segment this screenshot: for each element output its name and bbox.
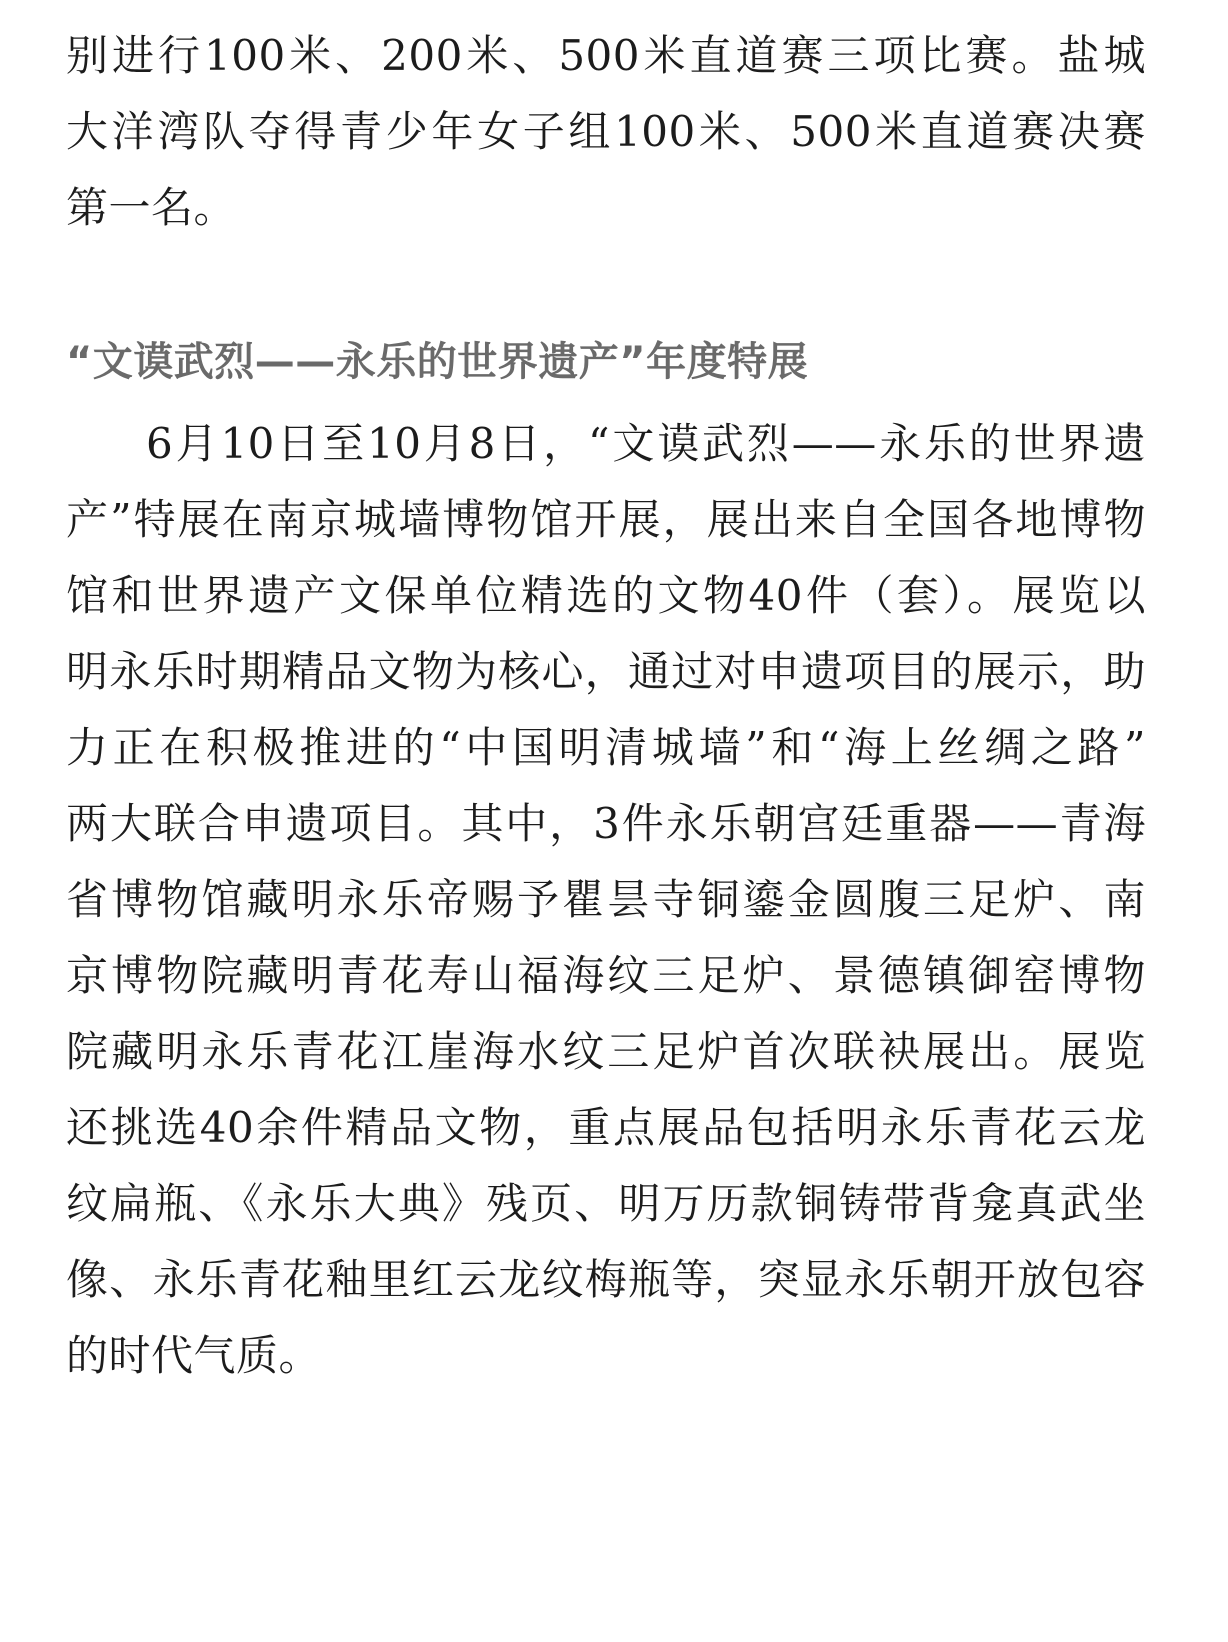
- text-line: 别进行100米、200米、500米直道赛三项比赛。盐城: [66, 31, 1146, 80]
- text-line: 力正在积极推进的“中国明清城墙”和“海上丝绸之路”: [66, 723, 1146, 772]
- text-line: 两大联合申遗项目。其中，3件永乐朝宫廷重器——青海: [66, 799, 1146, 848]
- text-line: 馆和世界遗产文保单位精选的文物40件（套）。展览以: [66, 571, 1146, 620]
- text-line: 的时代气质。: [66, 1331, 322, 1380]
- text-line: 院藏明永乐青花江崖海水纹三足炉首次联袂展出。展览: [66, 1027, 1146, 1076]
- text-line: 产”特展在南京城墙博物馆开展，展出来自全国各地博物: [66, 495, 1146, 544]
- text-line: 还挑选40余件精品文物，重点展品包括明永乐青花云龙: [66, 1103, 1146, 1152]
- paragraph-continued: [66, 18, 1146, 246]
- text-line: 6月10日至10月8日，“文谟武烈——永乐的世界遗: [146, 419, 1146, 468]
- section-paragraph: [66, 406, 1146, 1394]
- text-line: 省博物馆藏明永乐帝赐予瞿昙寺铜鎏金圆腹三足炉、南: [66, 875, 1146, 924]
- text-line: 明永乐时期精品文物为核心，通过对申遗项目的展示，助: [66, 647, 1146, 696]
- text-line: 纹扁瓶、《永乐大典》残页、明万历款铜铸带背龛真武坐: [66, 1179, 1146, 1228]
- document-page: [66, 18, 1146, 1394]
- text-line: 第一名。: [66, 183, 237, 232]
- text-line: 京博物院藏明青花寿山福海纹三足炉、景德镇御窑博物: [66, 951, 1146, 1000]
- text-line: 大洋湾队夺得青少年女子组100米、500米直道赛决赛: [66, 107, 1146, 156]
- section-heading: “文谟武烈——永乐的世界遗产”年度特展: [66, 339, 809, 385]
- text-line: 像、永乐青花釉里红云龙纹梅瓶等，突显永乐朝开放包容: [66, 1255, 1146, 1304]
